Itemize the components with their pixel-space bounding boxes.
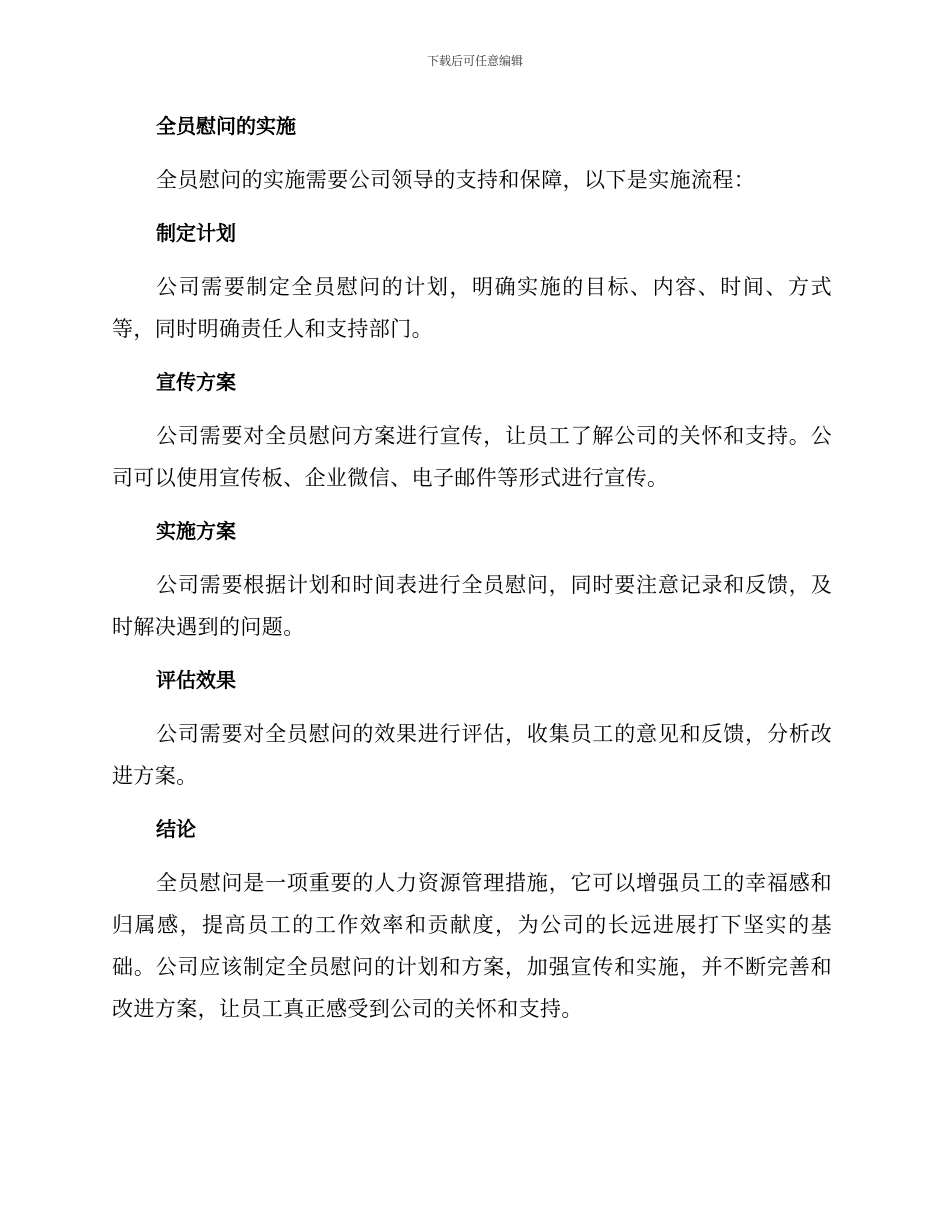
section-paragraph-implementation: 全员慰问的实施需要公司领导的支持和保障，以下是实施流程： [156, 168, 756, 192]
section-paragraph-evaluation: 公司需要对全员慰问的效果进行评估，收集员工的意见和反馈，分析改进方案。 [112, 722, 832, 788]
document-body [112, 105, 832, 1030]
section-heading-execution: 实施方案 [156, 519, 236, 543]
page-header-note: 下载后可任意编辑 [426, 54, 523, 68]
section-heading-plan: 制定计划 [156, 221, 236, 245]
section-paragraph-execution: 公司需要根据计划和时间表进行全员慰问，同时要注意记录和反馈，及时解决遇到的问题。 [112, 573, 832, 639]
section-paragraph-plan: 公司需要制定全员慰问的计划，明确实施的目标、内容、时间、方式等，同时明确责任人和支持部门。 [112, 275, 832, 341]
section-heading-promotion: 宣传方案 [156, 370, 236, 394]
section-paragraph-promotion: 公司需要对全员慰问方案进行宣传，让员工了解公司的关怀和支持。公司可以使用宣传板、企业微信、电子邮件等形式进行宣传。 [112, 424, 832, 490]
section-heading-conclusion: 结论 [156, 817, 196, 841]
section-heading-evaluation: 评估效果 [156, 668, 236, 692]
section-paragraph-conclusion: 全员慰问是一项重要的人力资源管理措施，它可以增强员工的幸福感和归属感，提高员工的工作效率和贡献度，为公司的长远进展打下坚实的基础。公司应该制定全员慰问的计划和方案，加强宣传和实施，并不断完善和改进方案，让员工真正感受到公司的关怀和支持。 [112, 871, 832, 1021]
section-heading-implementation: 全员慰问的实施 [156, 114, 296, 138]
